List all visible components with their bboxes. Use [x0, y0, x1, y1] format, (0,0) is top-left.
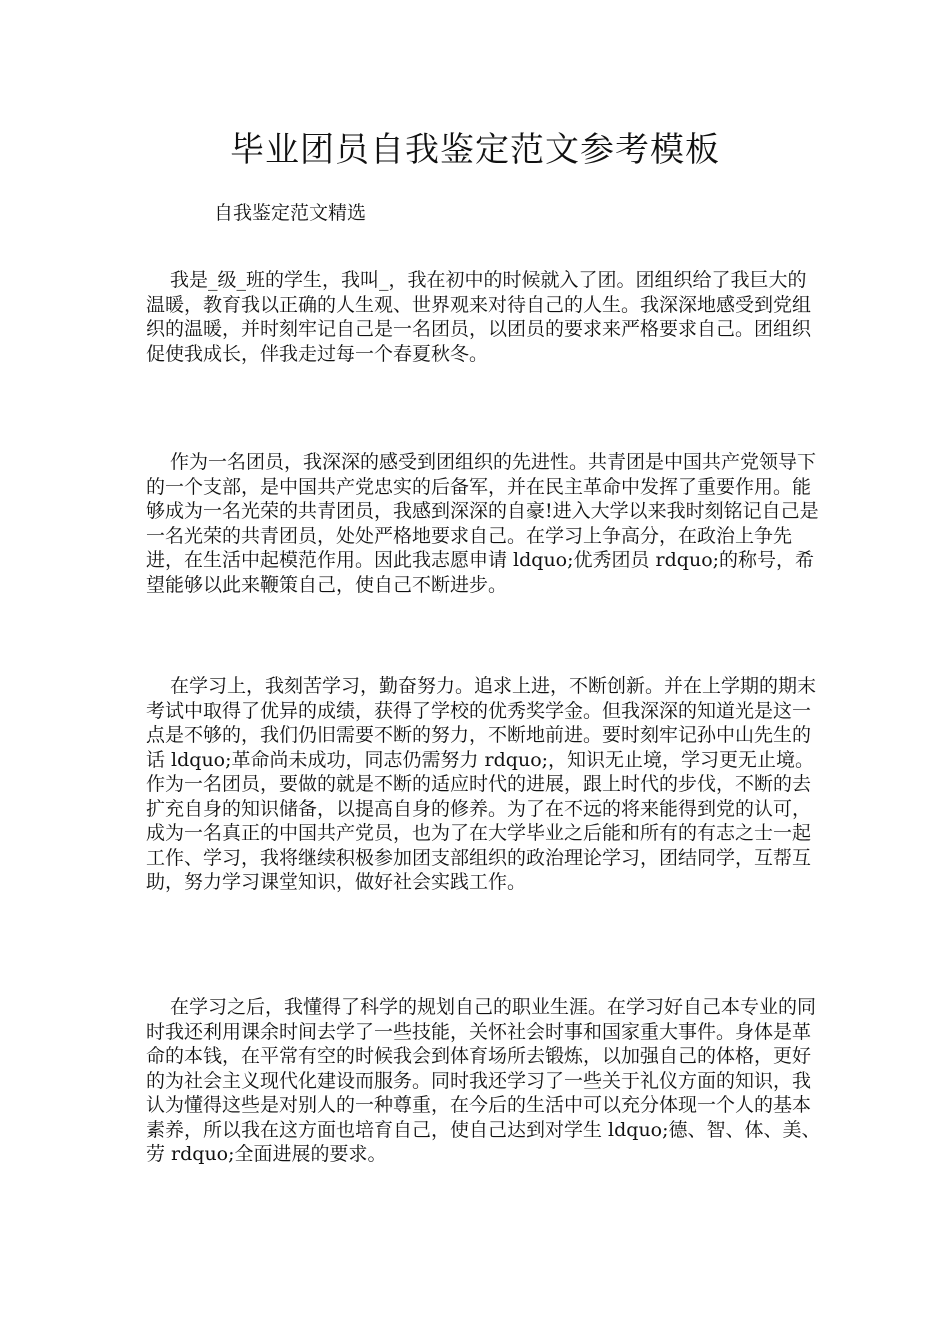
- page-title: 毕业团员自我鉴定范文参考模板: [230, 130, 720, 170]
- paragraph-1: 我是_级_班的学生，我叫_，我在初中的时候就入了团。团组织给了我巨大的温暖，教育我以正确的人生观、世界观来对待自己的人生。我深深地感受到党组织的温暖，并时刻牢记自己是一名团员，以团员的要求来严格要求自己。团组织促使我成长，伴我走过每一个春夏秋冬。: [146, 269, 812, 365]
- paragraph-4: 在学习之后，我懂得了科学的规划自己的职业生涯。在学习好自己本专业的同时我还利用课余时间去学了一些技能，关怀社会时事和国家重大事件。身体是革命的本钱，在平常有空的时候我会到体育场所去锻炼，以加强自己的体格，更好的为社会主义现代化建设而服务。同时我还学习了一些关于礼仪方面的知识，我认为懂得这些是对别人的一种尊重，在今后的生活中可以充分体现一个人的基本素养，所以我在这方面也培育自己，使自己达到对学生 ldquo;德、智、体、美、劳 rdquo;全面进展的要求。: [146, 996, 821, 1165]
- paragraph-2: 作为一名团员，我深深的感受到团组织的先进性。共青团是中国共产党领导下的一个支部，是中国共产党忠实的后备军，并在民主革命中发挥了重要作用。能够成为一名光荣的共青团员，我感到深深的自豪!进入大学以来我时刻铭记自己是一名光荣的共青团员，处处严格地要求自己。在学习上争高分，在政治上争先进，在生活中起模范作用。因此我志愿申请 ldquo;优秀团员 rdquo;的称号，希望能够以此来鞭策自己，使自己不断进步。: [146, 451, 819, 596]
- paragraph-3: 在学习上，我刻苦学习，勤奋努力。追求上进，不断创新。并在上学期的期末考试中取得了优异的成绩，获得了学校的优秀奖学金。但我深深的知道光是这一点是不够的，我们仍旧需要不断的努力，不断地前进。要时刻牢记孙中山先生的话 ldquo;革命尚未成功，同志仍需努力 rdquo;，知识无止境，学习更无止境。作为一名团员，要做的就是不断的适应时代的进展，跟上时代的步伐，不断的去扩充自身的知识储备，以提高自身的修养。为了在不远的将来能得到党的认可，成为一名真正的中国共产党员，也为了在大学毕业之后能和所有的有志之士一起工作、学习，我将继续积极参加团支部组织的政治理论学习，团结同学，互帮互助，努力学习课堂知识，做好社会实践工作。: [146, 675, 817, 893]
- page-subtitle: 自我鉴定范文精选: [214, 202, 367, 224]
